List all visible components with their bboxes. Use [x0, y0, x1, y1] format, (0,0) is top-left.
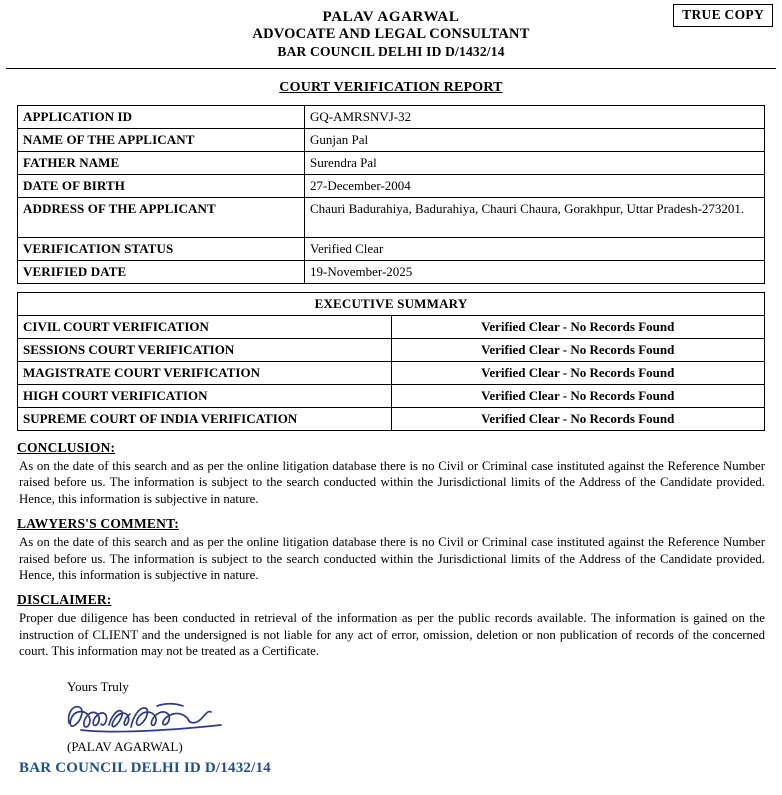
disclaimer-body: Proper due diligence has been conducted in retrieval of the information as per the public records available. The information is gained on the instruction of CLIENT and the undersigned is not liable for any act of error, omission, deletion or non publication of records of the concerned court. This information may not be treated as a Certificate. [19, 611, 765, 659]
table-row [18, 238, 765, 261]
header-divider [6, 68, 776, 69]
summary-value: Verified Clear - No Records Found [391, 362, 765, 385]
summary-value: Verified Clear - No Records Found [391, 385, 765, 408]
detail-label: DATE OF BIRTH [18, 175, 305, 198]
conclusion-section [17, 440, 765, 507]
detail-value: Gunjan Pal [305, 129, 765, 152]
summary-value: Verified Clear - No Records Found [391, 339, 765, 362]
advocate-designation: ADVOCATE AND LEGAL CONSULTANT [252, 26, 530, 42]
document-header [6, 0, 776, 60]
conclusion-title: CONCLUSION: [17, 440, 116, 455]
summary-label: SUPREME COURT OF INDIA VERIFICATION [18, 408, 392, 431]
table-row [18, 198, 765, 238]
yours-truly-label: Yours Truly [67, 678, 129, 694]
lawyers-comment-title: LAWYERS'S COMMENT: [17, 516, 179, 532]
summary-label: MAGISTRATE COURT VERIFICATION [18, 362, 392, 385]
summary-value: Verified Clear - No Records Found [391, 316, 765, 339]
detail-label: VERIFICATION STATUS [18, 238, 305, 261]
detail-value: 19-November-2025 [305, 261, 765, 284]
summary-label: SESSIONS COURT VERIFICATION [18, 339, 392, 362]
table-row [18, 316, 765, 339]
table-row [18, 129, 765, 152]
summary-label: CIVIL COURT VERIFICATION [18, 316, 392, 339]
table-row [18, 175, 765, 198]
signoff-block [17, 679, 765, 777]
conclusion-body: As on the date of this search and as per the online litigation database there is no Civil or Criminal case instituted against the Reference Number raised before us. The information is subject to the search conducted within the Jurisdictional limits of the Address of the Candidate provided. Hence, this information is subjective in nature. [19, 459, 765, 506]
table-row [18, 339, 765, 362]
table-row [18, 362, 765, 385]
true-copy-stamp: TRUE COPY [673, 4, 773, 27]
summary-value: Verified Clear - No Records Found [391, 408, 765, 431]
signer-name: (PALAV AGARWAL) [67, 738, 183, 754]
advocate-bar-id: BAR COUNCIL DELHI ID D/1432/14 [277, 44, 505, 59]
applicant-details-table [17, 105, 765, 284]
detail-value: Chauri Badurahiya, Badurahiya, Chauri Chaura, Gorakhpur, Uttar Pradesh-273201. [305, 198, 765, 238]
detail-label: VERIFIED DATE [18, 261, 305, 284]
executive-summary-table [17, 292, 765, 431]
executive-summary-heading: EXECUTIVE SUMMARY [18, 293, 765, 316]
detail-value: 27-December-2004 [305, 175, 765, 198]
signature-image [17, 697, 765, 739]
detail-label: APPLICATION ID [18, 106, 305, 129]
disclaimer-section [17, 592, 765, 659]
detail-value: Surendra Pal [305, 152, 765, 175]
page-title: COURT VERIFICATION REPORT [279, 80, 503, 95]
table-row [18, 408, 765, 431]
summary-label: HIGH COURT VERIFICATION [18, 385, 392, 408]
detail-label: NAME OF THE APPLICANT [18, 129, 305, 152]
disclaimer-title: DISCLAIMER: [17, 592, 112, 608]
table-row [18, 261, 765, 284]
table-row [18, 385, 765, 408]
lawyers-comment-section [17, 516, 765, 583]
advocate-name: PALAV AGARWAL [322, 9, 460, 25]
detail-label: ADDRESS OF THE APPLICANT [18, 198, 305, 238]
table-row [18, 152, 765, 175]
detail-value: GQ-AMRSNVJ-32 [305, 106, 765, 129]
detail-value: Verified Clear [305, 238, 765, 261]
table-header-row [18, 293, 765, 316]
bar-council-footer: BAR COUNCIL DELHI ID D/1432/14 [19, 759, 271, 776]
detail-label: FATHER NAME [18, 152, 305, 175]
lawyers-comment-body: As on the date of this search and as per the online litigation database there is no Civil or Criminal case instituted against the Reference Number raised before us. The information is subject to the search conducted within the Jurisdictional limits of the Address of the Candidate provided. Hence, this information is subjective in nature. [19, 535, 765, 583]
table-row [18, 106, 765, 129]
